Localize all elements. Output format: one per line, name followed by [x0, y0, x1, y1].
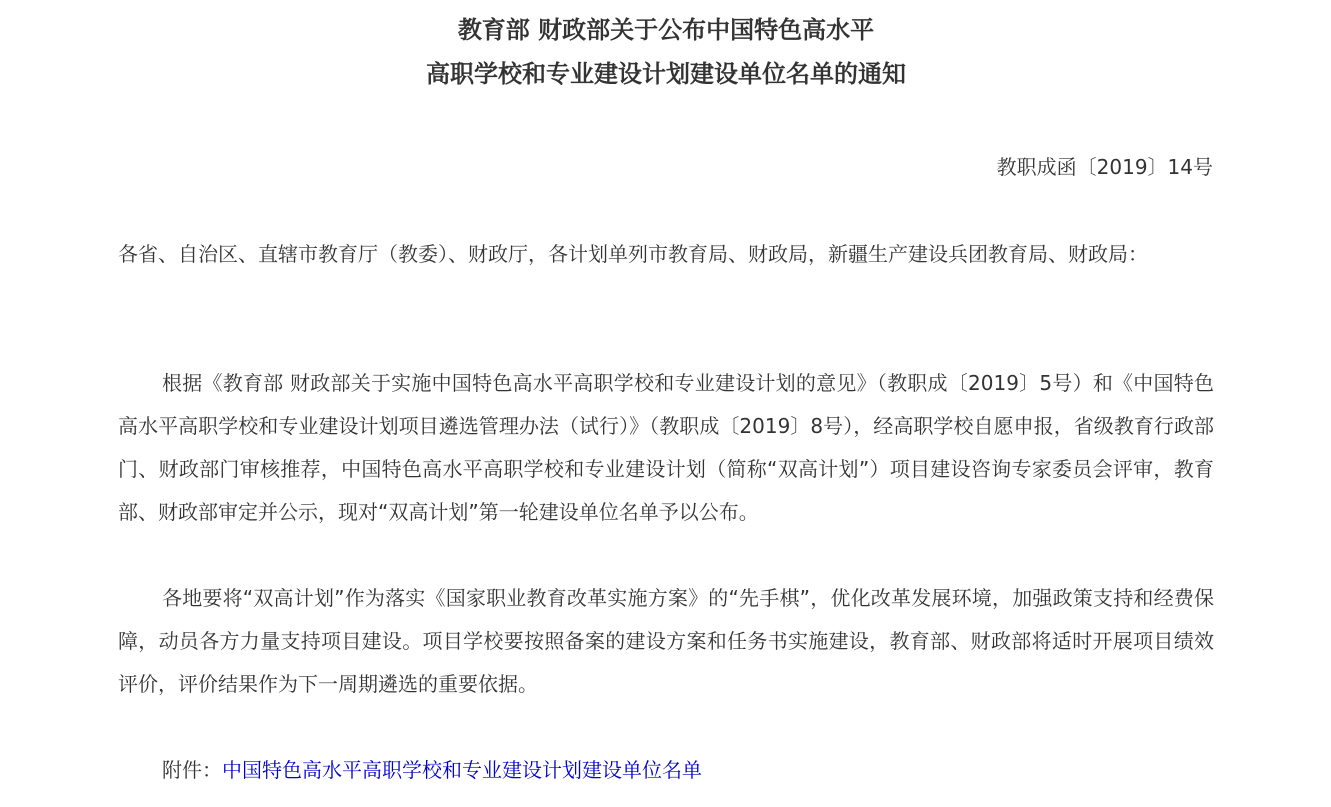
title-line-2: 高职学校和专业建设计划建设单位名单的通知: [426, 60, 906, 88]
paragraph-basis: 根据《教育部 财政部关于实施中国特色高水平高职学校和专业建设计划的意见》（教职成〔2019〕5号）和《中国特色高水平高职学校和专业建设计划项目遴选管理办法（试行）》（教职成〔2019〕8号），经高职学校自愿申报，省级教育行政部门、财政部门审核推荐，中国特色高水平高职学校和专业建设计划（简称“双高计划”）项目建设咨询专家委员会评审，教育部、财政部审定并公示，现对“双高计划”第一轮建设单位名单予以公布。: [118, 371, 1214, 524]
document-title: [118, 8, 1214, 96]
attachment-label: 附件：: [162, 758, 222, 782]
attachment-line: [118, 749, 1214, 792]
salutation: 各省、自治区、直辖市教育厅（教委）、财政厅，各计划单列市教育局、财政局，新疆生产建设兵团教育局、财政局：: [118, 242, 1148, 266]
title-line-1: 教育部 财政部关于公布中国特色高水平: [457, 16, 875, 44]
document-number: 教职成函〔2019〕14号: [996, 155, 1213, 179]
paragraph-requirements: 各地要将“双高计划”作为落实《国家职业教育改革实施方案》的“先手棋”，优化改革发展环境，加强政策支持和经费保障，动员各方力量支持项目建设。项目学校要按照备案的建设方案和任务书实施建设，教育部、财政部将适时开展项目绩效评价，评价结果作为下一周期遴选的重要依据。: [118, 586, 1214, 696]
attachment-link[interactable]: 中国特色高水平高职学校和专业建设计划建设单位名单: [222, 758, 702, 782]
